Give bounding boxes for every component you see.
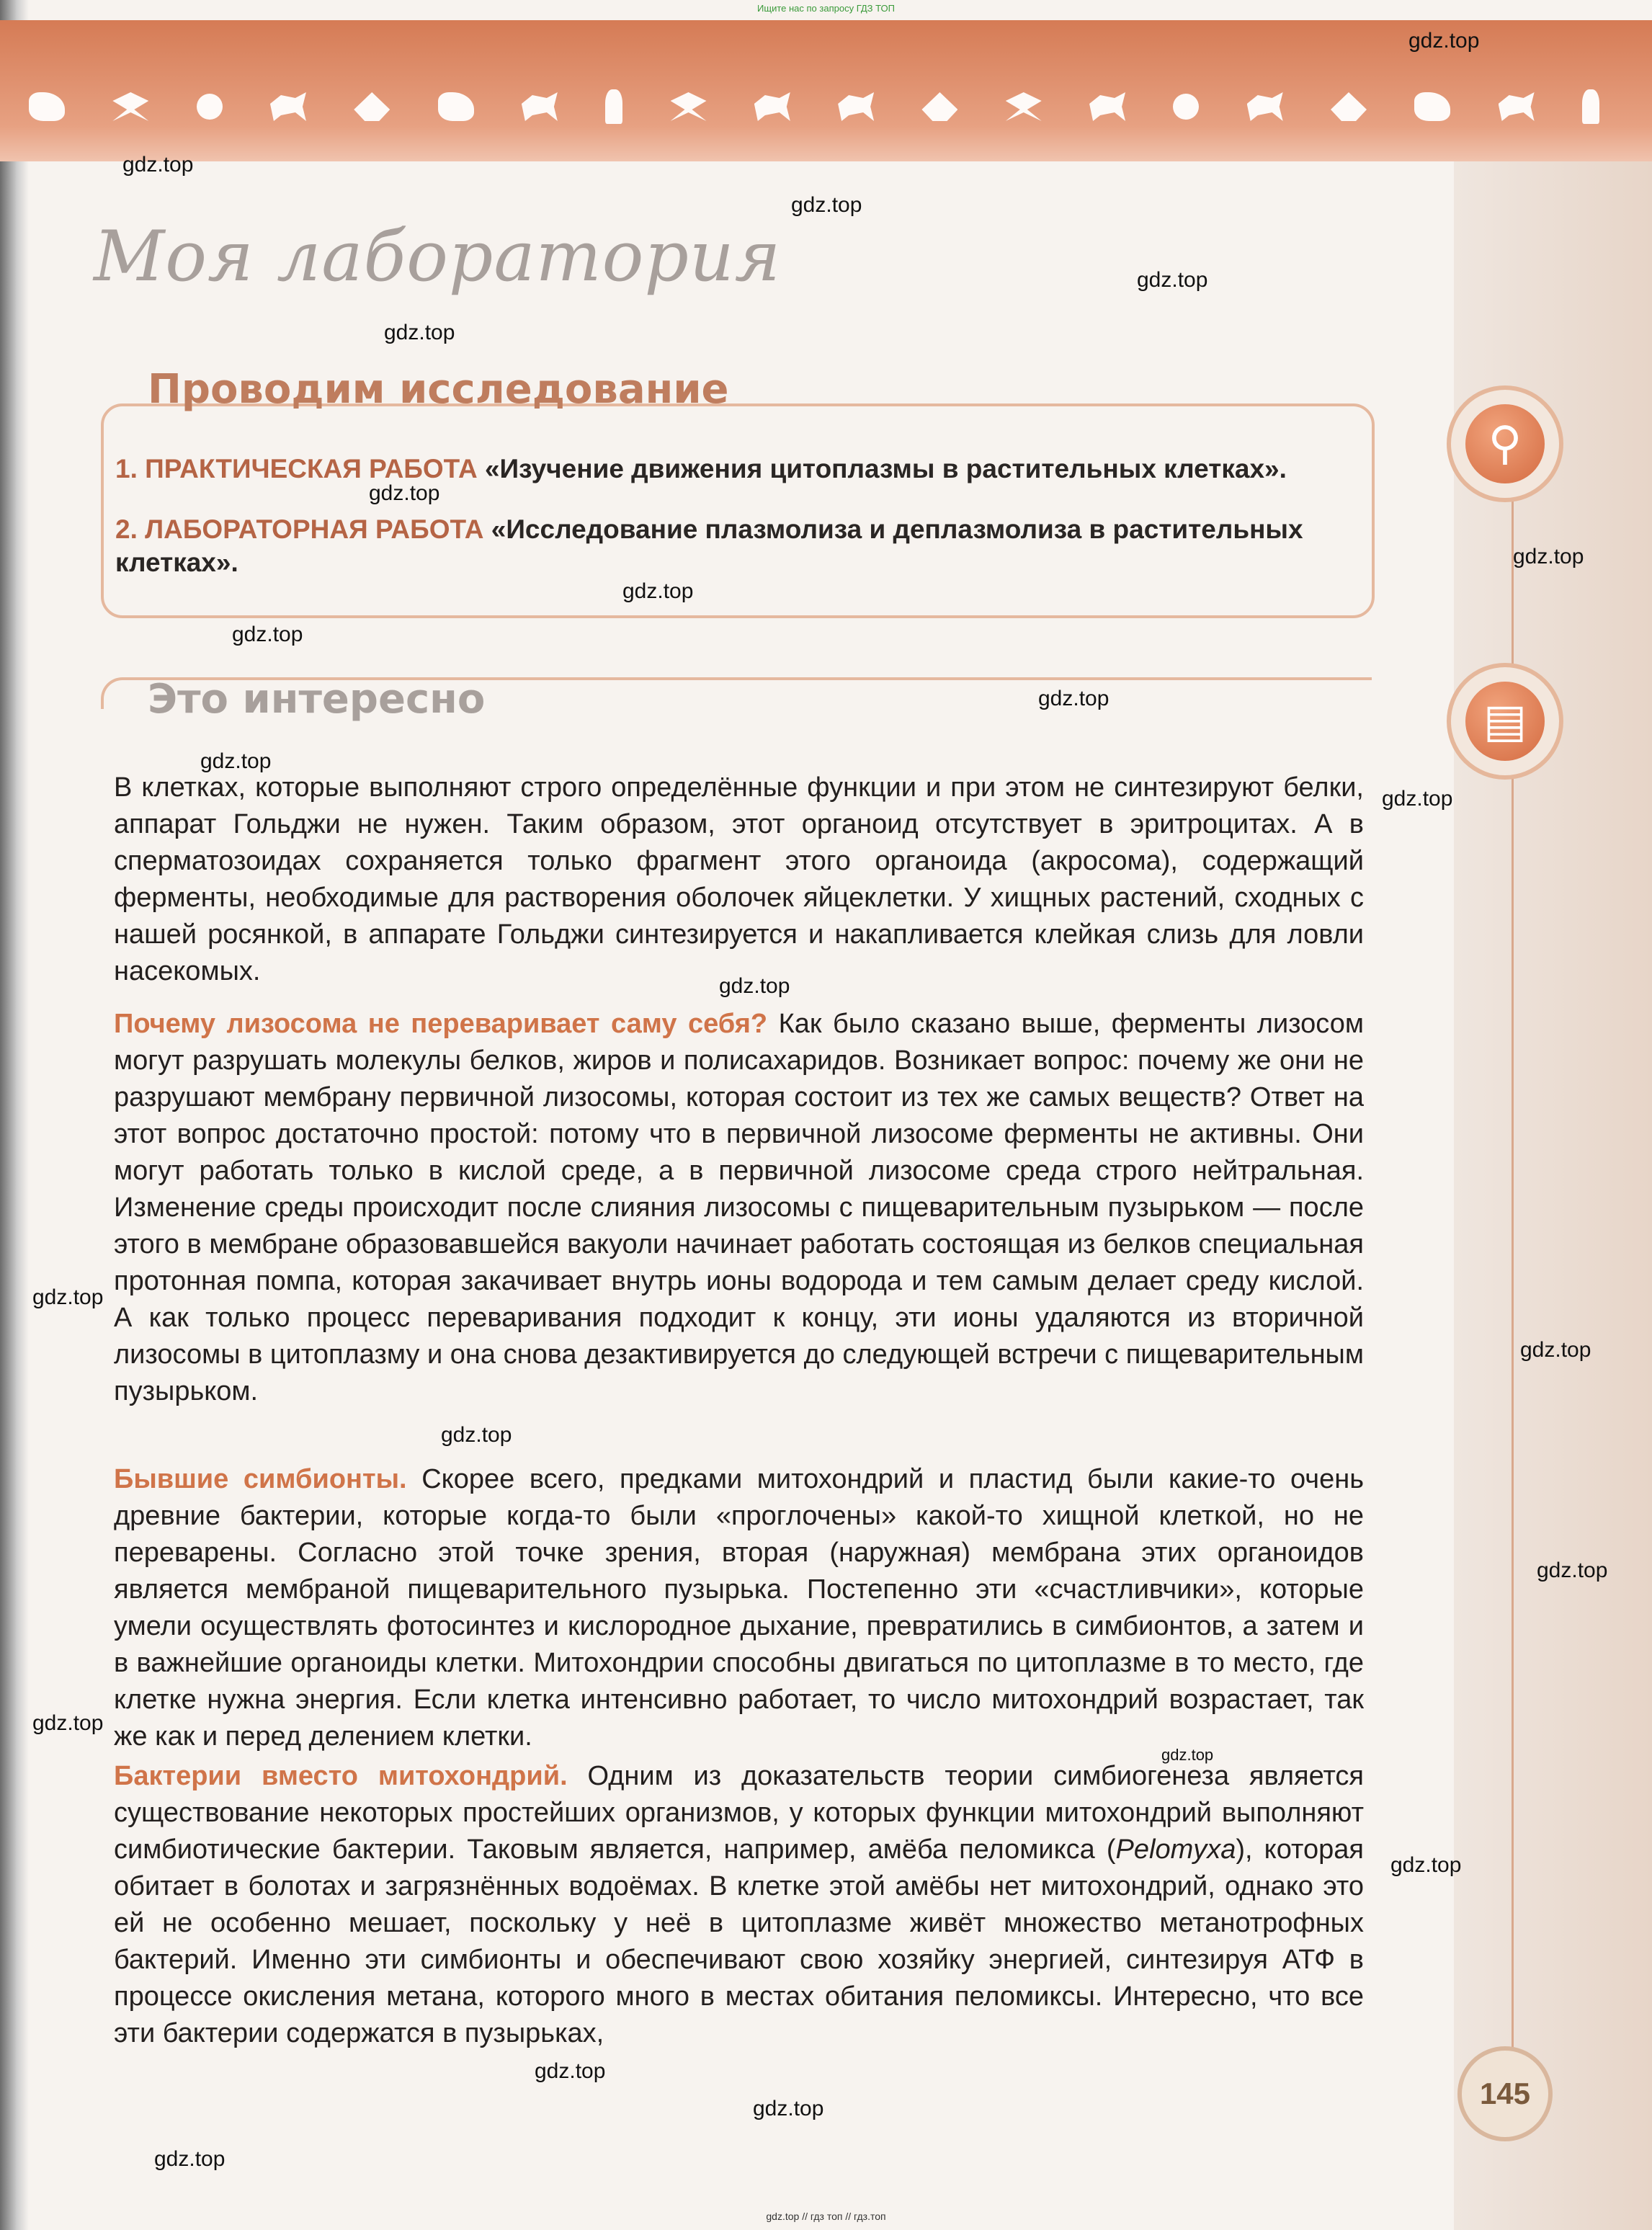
deer-icon <box>522 92 558 121</box>
watermark: gdz.top <box>622 579 694 603</box>
interest-badge <box>1447 663 1563 780</box>
bird-icon <box>354 92 390 121</box>
deer-icon <box>1499 92 1535 121</box>
watermark: gdz.top <box>535 2059 606 2083</box>
watermark: gdz.top <box>1161 1746 1214 1764</box>
bison-icon <box>1089 92 1125 121</box>
lizard-icon <box>921 92 957 121</box>
task-1-label: 1. ПРАКТИЧЕСКАЯ РАБОТА <box>115 454 478 483</box>
watermark: gdz.top <box>441 1423 512 1447</box>
seahorse-icon <box>1582 89 1599 124</box>
watermark: gdz.top <box>232 623 303 646</box>
watermark: gdz.top <box>719 974 790 998</box>
task-1 <box>115 452 1362 486</box>
interest-heading: Это интересно <box>148 676 486 723</box>
scorpion-icon <box>197 94 223 120</box>
paragraph-4 <box>114 1758 1364 2052</box>
watermark: gdz.top <box>1520 1338 1591 1362</box>
magnifier-icon: ⚲ <box>1465 404 1545 483</box>
horse-icon <box>1247 92 1283 121</box>
watermark: gdz.top <box>369 481 440 505</box>
deer-icon <box>838 92 874 121</box>
paragraph-2 <box>114 1006 1364 1410</box>
watermark: gdz.top <box>1382 787 1453 811</box>
scorpion-icon <box>1173 94 1199 120</box>
watermark: gdz.top <box>1390 1853 1462 1877</box>
horse-icon <box>270 92 306 121</box>
task-2-text: «Исследование плазмолиза и деплазмолиза в растительных клетках». <box>115 514 1303 577</box>
page-title: Моя лаборатория <box>94 216 782 297</box>
research-heading: Проводим исследование <box>148 366 729 413</box>
paragraph-4-text-b: ), которая обитает в болотах и загрязнённых водоёмах. В клетке этой амёбы нет митохондрий, однако это ей не особенно мешает, поскольку у неё в цитоплазме живёт множество метанотрофных бактерий. Именно эти симбионты и обеспечивают свою хозяйку энергией, синтезируя АТФ в процессе окисления метана, которого много в местах обитания пеломиксы. Интересно, что все эти бактерии содержатся в пузырьках, <box>114 1834 1364 2048</box>
page-number: 145 <box>1457 2046 1553 2141</box>
task-2-label: 2. ЛАБОРАТОРНАЯ РАБОТА <box>115 514 484 544</box>
paragraph-3-heading: Бывшие симбионты. <box>114 1464 407 1494</box>
watermark: gdz.top <box>154 2147 226 2171</box>
butterfly-icon <box>112 92 148 121</box>
page-spine-shadow <box>0 0 29 2230</box>
fish-icon <box>438 92 474 121</box>
paragraph-2-text: Как было сказано выше, ферменты лизосом могут разрушать молекулы белков, жиров и полисахаридов. Возникает вопрос: почему же они не разрушают мембрану первичной лизосомы, которая состоит из тех же самых веществ? Ответ на этот вопрос достаточно простой: потому что в первичной лизосоме ферменты не активны. Они могут работать только в кислой среде, а в первичной лизосоме среда строго нейтральная. Изменение среды происходит после слияния лизосомы с пищеварительным пузырьком — после этого в мембране образовавшейся вакуоли начинает работать состоящая из белков специальная протонная помпа, которая закачивает внутрь ионы водорода и тем самым делает среду кислой. А как только процесс переваривания подходит к концу, эти ионы удаляются из вторичной лизосомы в цитоплазму и она снова дезактивируется до следующей встречи с пищеварительным пузырьком. <box>114 1009 1364 1406</box>
paragraph-4-italic: Pelomyxa <box>1115 1834 1236 1865</box>
task-2 <box>115 513 1362 579</box>
paragraph-1: В клетках, которые выполняют строго определённые функции и при этом не синтезируют белки, аппарат Гольджи не нужен. Таким образом, этот органоид отсутствует в эритроцитах. А в сперматозоидах сохраняется только фрагмент этого органоида (акросома), содержащий ферменты, необходимые для растворения оболочек яйцеклетки. У хищных растений, сходных с нашей росянкой, в аппарате Гольджи синтезируется и накапливается клейкая слизь для ловли насекомых. <box>114 772 1364 986</box>
top-banner <box>0 20 1652 161</box>
bird-icon <box>1331 92 1367 121</box>
watermark: gdz.top <box>1408 29 1480 53</box>
research-frame <box>101 403 1375 618</box>
paragraph-2-heading: Почему лизосома не переваривает саму себя? <box>114 1009 768 1039</box>
watermark: gdz.top <box>384 321 455 344</box>
task-1-text: «Изучение движения цитоплазмы в растительных клетках». <box>484 454 1287 483</box>
watermark: gdz.top <box>32 1711 104 1735</box>
butterfly-icon <box>1006 92 1042 121</box>
watermark: gdz.top <box>200 749 272 773</box>
document-icon: ▤ <box>1465 682 1545 761</box>
watermark: gdz.top <box>32 1285 104 1309</box>
banner-icon-row <box>29 85 1599 128</box>
watermark: gdz.top <box>1137 268 1208 292</box>
rhino-icon <box>754 92 790 121</box>
watermark: gdz.top <box>1038 687 1109 710</box>
top-credit: Ищите нас по запросу ГДЗ ТОП <box>757 3 895 14</box>
watermark: gdz.top <box>1513 545 1584 568</box>
paragraph-3-text: Скорее всего, предками митохондрий и пластид были какие-то очень древние бактерии, которые когда-то были «проглочены» какой-то хищной клеткой, но не переварены. Согласно этой точке зрения, вторая (наружная) мембрана этих органоидов является мембраной пищеварительного пузырька. Постепенно эти «счастливчики», которые умели осуществлять фотосинтез и кислородное дыхание, превратились в симбионтов, а затем и в важнейшие органоиды клетки. Митохондрии способны двигаться по цитоплазме в то место, где клетке нужна энергия. Если клетка интенсивно работает, то число митохондрий возрастает, так же как и перед делением клетки. <box>114 1464 1364 1752</box>
seahorse-icon <box>605 89 622 124</box>
watermark: gdz.top <box>753 2097 824 2120</box>
bird-icon <box>29 92 65 121</box>
watermark: gdz.top <box>122 153 194 177</box>
fish-icon <box>1414 92 1450 121</box>
watermark: gdz.top <box>1537 1558 1608 1582</box>
paragraph-4-heading: Бактерии вместо митохондрий. <box>114 1761 568 1791</box>
research-badge <box>1447 385 1563 502</box>
paragraph-3 <box>114 1461 1364 1755</box>
watermark: gdz.top <box>791 193 862 217</box>
bottom-credit: gdz.top // гдз топ // гдз.топ <box>766 2211 886 2222</box>
paragraph-4-text-a: Одним из доказательств теории симбиогенеза является существование некоторых простейших организмов, у которых функции митохондрий выполняют симбиотические бактерии. Таковым является, например, амёба пеломикса ( <box>114 1761 1365 1865</box>
insect-icon <box>671 92 707 121</box>
